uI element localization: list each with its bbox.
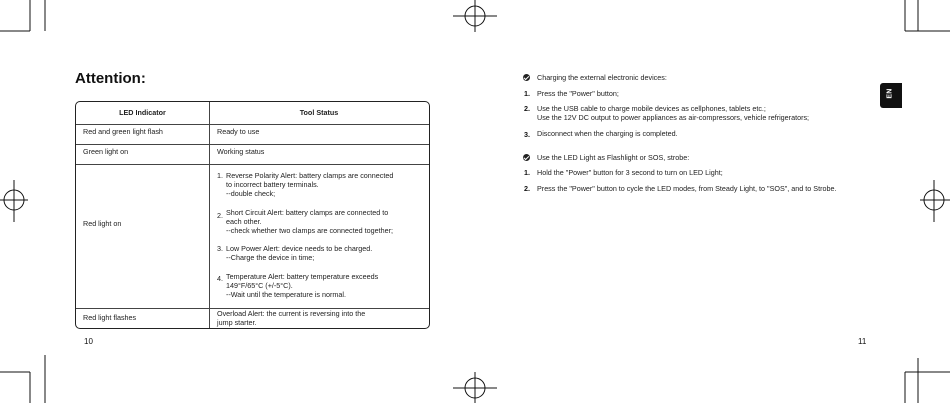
step-text: Use the 12V DC output to power appliances as air-compressors, vehicle refrigerators;	[537, 113, 810, 122]
check-circle-icon	[523, 154, 530, 161]
alert-item: 2. Short Circuit Alert: battery clamps are connected to each other. --check whether two clamps are connected together;	[217, 208, 393, 235]
page-heading: Attention:	[75, 70, 146, 87]
alert-item: 1. Reverse Polarity Alert: battery clamps are connected to incorrect battery terminals. --double check;	[217, 171, 394, 198]
column-header-tool-status: Tool Status	[299, 108, 339, 117]
section-title: Use the LED Light as Flashlight or SOS, strobe:	[537, 153, 690, 162]
table-row-indicator: Red light on	[83, 219, 122, 228]
table-row-indicator: Green light on	[83, 147, 129, 156]
column-header-led-indicator: LED Indicator	[119, 108, 166, 117]
table-row-status: Overload Alert: the current is reversing into the jump starter.	[217, 309, 366, 327]
page-number-left: 10	[84, 337, 93, 346]
table-row-status: Ready to use	[217, 127, 260, 136]
section-title: Charging the external electronic devices:	[537, 73, 667, 82]
check-circle-icon	[523, 74, 530, 81]
table-row-indicator: Red light flashes	[83, 313, 137, 322]
led-indicator-table	[75, 101, 430, 329]
step-text: Press the "Power" button to cycle the LED modes, from Steady Light, to "SOS", and to Strobe.	[537, 184, 837, 193]
table-row-indicator: Red and green light flash	[83, 127, 163, 136]
page-number-right: 11	[858, 337, 867, 346]
alert-item: 3. Low Power Alert: device needs to be charged. --Charge the device in time;	[217, 244, 373, 262]
step-text: Use the USB cable to charge mobile devices as cellphones, tablets etc.;	[537, 104, 766, 113]
step-text: Disconnect when the charging is completed.	[537, 129, 678, 138]
step-text: Hold the "Power" button for 3 second to turn on LED Light;	[537, 168, 723, 177]
language-tab: EN	[880, 83, 902, 108]
table-row-status: Working status	[217, 147, 265, 156]
alert-item: 4. Temperature Alert: battery temperature exceeds 149°F/65°C (+/-5°C). --Wait until the temperature is normal.	[217, 272, 379, 299]
step-text: Press the "Power" button;	[537, 89, 619, 98]
